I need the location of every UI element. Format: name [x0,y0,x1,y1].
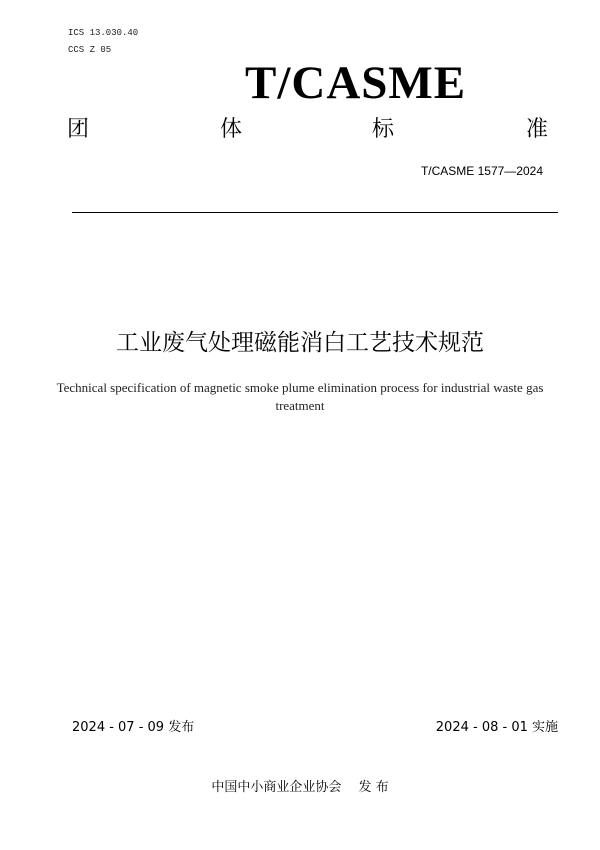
document-title-english: Technical specification of magnetic smoke plume elimination process for industrial waste gas treatment [56,380,544,413]
issue-date: 2024 - 07 - 09 发布 [72,720,195,735]
standard-type-char: 准 [526,117,549,142]
document-title-chinese: 工业废气处理磁能消白工艺技术规范 [116,330,484,356]
ics-code: ICS 13.030.40 [68,28,139,38]
standard-type-char: 团 [67,117,90,142]
ccs-code: CCS Z 05 [68,45,112,55]
standard-type-char: 标 [372,117,395,142]
header-divider [72,212,558,213]
implementation-date: 2024 - 08 - 01 实施 [435,720,558,735]
publisher: 中国中小商业企业协会 发 布 [211,780,389,795]
standard-code: T/CASME 1577—2024 [420,164,543,178]
standard-type-char: 体 [220,117,243,142]
organization-logo: T/CASME [245,57,467,109]
